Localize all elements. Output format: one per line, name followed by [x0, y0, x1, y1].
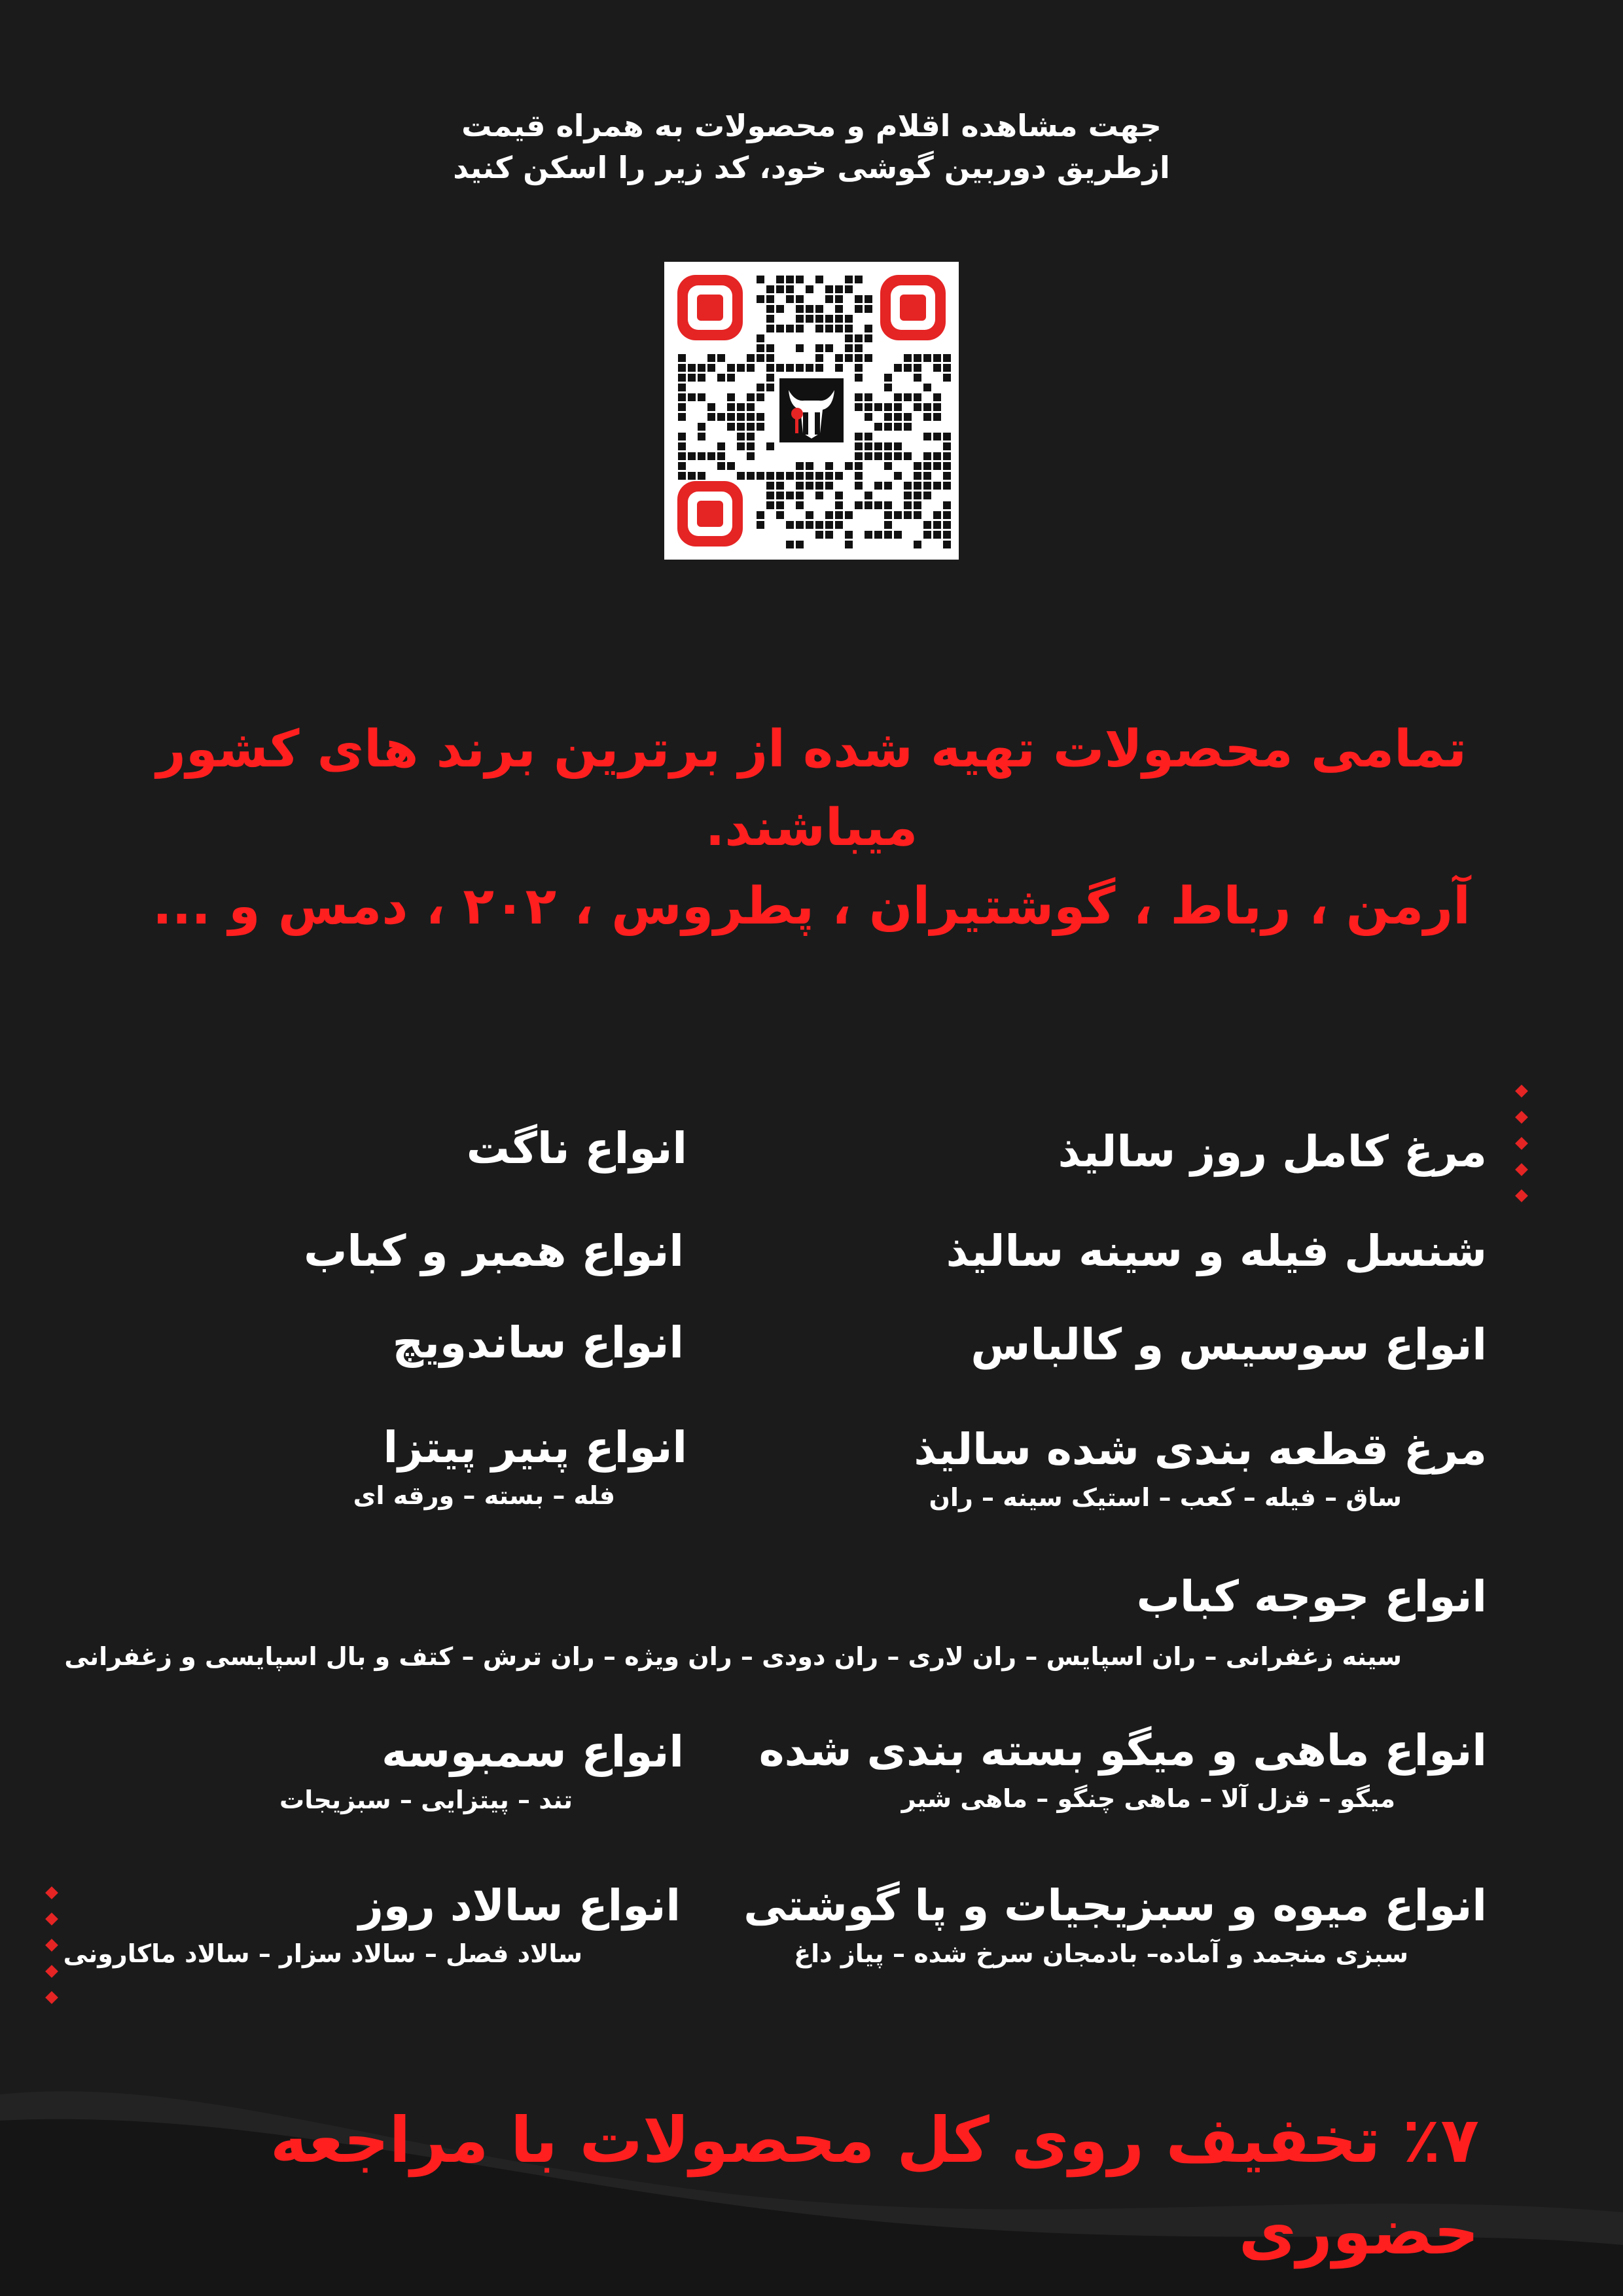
qr-finder-bottom-left: [677, 481, 743, 547]
menu-item-title: انواع ساندویچ: [392, 1318, 684, 1368]
menu-item-title: انواع میوه و سبزیجیات و پا گوشتی: [743, 1880, 1487, 1931]
menu-item-samosa: [279, 1726, 684, 1816]
menu-item-title: انواع سوسیس و کالباس: [971, 1319, 1487, 1370]
brands-line1: تمامی محصولات تهیه شده از برترین برند های کشور میباشند.: [156, 720, 1467, 857]
menu-item-title: انواع همبر و کباب: [304, 1226, 684, 1276]
bull-logo-icon: [774, 373, 849, 448]
menu-item-subtitle: تند – پیتزایی – سبزیجات: [279, 1785, 573, 1814]
menu-item-title: انواع سالاد روز: [358, 1880, 681, 1931]
menu-item-subtitle: سالاد فصل – سالاد سزار – سالاد ماکارونی: [63, 1939, 582, 1968]
dot: [1515, 1163, 1528, 1176]
menu-item-subtitle: فله – بسته – ورقه ای: [353, 1481, 615, 1510]
menu-item-pizza-cheese: [353, 1422, 687, 1512]
menu-item-fish-shrimp: [759, 1725, 1487, 1815]
dot: [1515, 1111, 1528, 1124]
menu-item-salad: [63, 1880, 681, 1970]
scan-instructions: [0, 105, 1623, 188]
discount-banner: ٪۷ تخفیف روی کل محصولات با مراجعه حضوری: [270, 2104, 1479, 2269]
menu-item-schnitzel: [946, 1225, 1487, 1278]
menu-item-title: انواع پنیر پیتزا: [383, 1422, 687, 1473]
dot: [1515, 1189, 1528, 1202]
dot: [45, 1886, 58, 1899]
menu-item-chicken-kebab: [64, 1571, 1487, 1673]
decorative-dots-right: [1517, 1086, 1530, 1211]
menu-item-title: انواع ماهی و میگو بسته بندی شده: [758, 1725, 1487, 1776]
menu-item-title: انواع ناگت: [466, 1123, 687, 1174]
qr-code[interactable]: [664, 262, 959, 560]
menu-item-nugget: [467, 1122, 687, 1175]
menu-item-title: شنسل فیله و سینه سالیذ: [946, 1226, 1487, 1276]
dot: [45, 1965, 58, 1978]
dot: [1515, 1137, 1528, 1150]
dot: [45, 1912, 58, 1926]
menu-item-fruits-vegetables: [743, 1880, 1487, 1970]
menu-item-title: مرغ قطعه بندی شده سالیذ: [914, 1424, 1487, 1475]
menu-item-subtitle: سبزی منجمد و آماده– بادمجان سرخ شده – پیاز داغ: [794, 1939, 1408, 1968]
brands-line2: آرمن ، رباط ، گوشتیران ، پطروس ، ۲۰۲ ، دمس و ...: [152, 877, 1471, 936]
qr-finder-top-left: [677, 275, 743, 340]
scan-instructions-line1: جهت مشاهده اقلام و محصولات به همراه قیمت: [461, 108, 1162, 143]
menu-item-title: انواع جوجه کباب: [1136, 1571, 1487, 1622]
scan-instructions-line2: ازطریق دوربین گوشی خود، کد زیر را اسکن کنید: [453, 150, 1170, 185]
dot: [45, 1939, 58, 1952]
brands-statement: [131, 710, 1492, 946]
menu-item-subtitle: میگو – قزل آلا – ماهی چنگو – ماهی شیر: [901, 1784, 1395, 1813]
menu-item-title: انواع سمبوسه: [382, 1727, 684, 1777]
menu-item-chicken-parts: [914, 1424, 1487, 1514]
menu-item-subtitle: ساق – فیله – کعب – استیک سینه – ران: [929, 1483, 1402, 1512]
menu-item-sausage: [971, 1319, 1487, 1371]
dot: [45, 1991, 58, 2004]
qr-finder-top-right: [880, 275, 946, 340]
menu-item-subtitle: سینه زغفرانی – ران اسپایس – ران لاری – ران دودی – ران ویژه – ران ترش – کتف و بال اسپایسی و زغفرانی: [64, 1642, 1402, 1671]
decorative-dots-left: [47, 1888, 60, 2013]
menu-item-burger-kebab: [304, 1225, 684, 1278]
qr-code-icon: [664, 262, 959, 560]
dot: [1515, 1085, 1528, 1098]
menu-item-sandwich: [393, 1317, 684, 1369]
menu-item-whole-chicken: [1058, 1126, 1487, 1178]
menu-item-title: مرغ کامل روز سالیذ: [1058, 1126, 1487, 1177]
